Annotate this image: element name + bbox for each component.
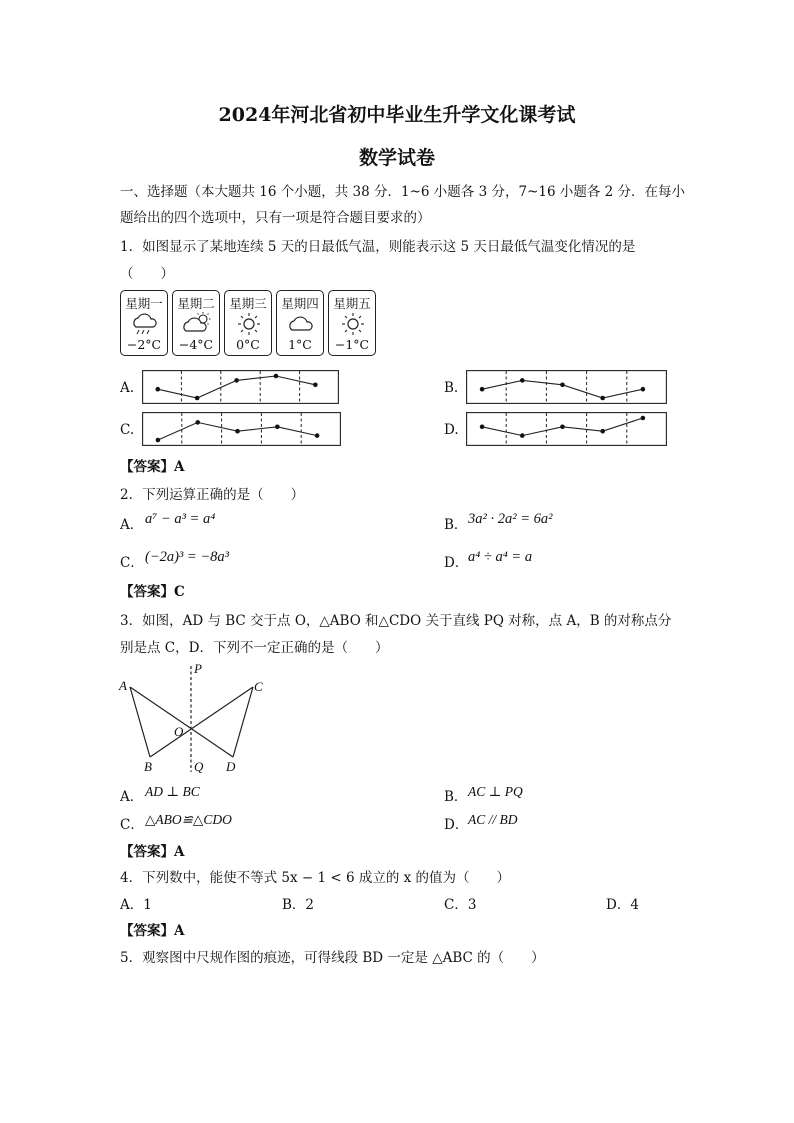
day-card-thu — [276, 290, 324, 356]
day-card-mon — [120, 290, 168, 356]
q4-option-a: A．1 — [120, 897, 152, 913]
chart-frame — [467, 413, 667, 446]
chart-point — [600, 429, 605, 434]
q1-answer: 【答案】A — [120, 459, 185, 475]
segment-CD — [233, 687, 253, 757]
segment-AD — [130, 687, 233, 757]
q2-option-b-label: B． — [444, 517, 468, 533]
q3-option-c: △ABO≌△CDO — [145, 812, 232, 827]
chart-point — [313, 383, 318, 388]
label-C: C — [254, 679, 263, 694]
sun-icon — [338, 311, 368, 337]
chart-point — [480, 387, 485, 392]
chart-point — [520, 378, 525, 383]
chart-point — [480, 425, 485, 430]
day-name: 星期二 — [177, 296, 215, 311]
day-temp: −1°C — [334, 337, 370, 352]
label-O: O — [174, 724, 184, 739]
sun-cloud-icon — [182, 311, 212, 337]
q1-paren: （ ） — [120, 266, 174, 282]
day-name: 星期三 — [229, 296, 267, 311]
chart-point — [195, 420, 200, 425]
q3-stem-line2: 别是点 C，D．下列不一定正确的是（ ） — [120, 640, 389, 656]
chart-point — [600, 396, 605, 401]
q2-option-c: (−2a)³ = −8a³ — [145, 549, 229, 565]
chart-point — [641, 416, 646, 421]
q4-stem: 4．下列数中，能使不等式 5x − 1 < 6 成立的 x 的值为（ ） — [120, 870, 511, 886]
page-title: 2024年河北省初中毕业生升学文化课考试 — [218, 104, 576, 126]
segment-CB — [150, 687, 253, 757]
q1-option-c-chart — [142, 412, 341, 446]
chart-point — [155, 387, 160, 392]
section-intro-line2: 题给出的四个选项中，只有一项是符合题目要求的） — [120, 210, 431, 226]
q4-option-b: B．2 — [282, 897, 315, 913]
day-card-fri — [328, 290, 376, 356]
label-P: P — [194, 661, 202, 676]
q1-option-d-label: D. — [444, 422, 459, 438]
day-card-tue — [172, 290, 220, 356]
chart-point — [156, 438, 161, 443]
chart-point — [235, 429, 240, 434]
chart-frame — [143, 413, 341, 446]
q1-option-b-chart — [466, 370, 667, 404]
chart-point — [234, 378, 239, 383]
chart-point — [560, 425, 565, 430]
day-name: 星期四 — [281, 296, 319, 311]
q1-option-d-chart — [466, 412, 667, 446]
label-B: B — [144, 759, 152, 774]
q3-option-a-label: A． — [120, 789, 144, 805]
q3-option-a: AD ⊥ BC — [145, 784, 200, 799]
q4-answer: 【答案】A — [120, 923, 185, 939]
q5-stem: 5．观察图中尺规作图的痕迹，可得线段 BD 一定是 △ABC 的（ ） — [120, 950, 545, 966]
q2-option-d-label: D． — [444, 555, 469, 571]
day-temp: 1°C — [288, 337, 312, 352]
rain-cloud-icon — [130, 311, 160, 337]
q1-stem: 1．如图显示了某地连续 5 天的日最低气温，则能表示这 5 天日最低气温变化情况的是 — [120, 239, 636, 255]
q1-option-c-label: C. — [120, 422, 135, 438]
label-D: D — [226, 759, 236, 774]
q3-option-d-label: D． — [444, 817, 469, 833]
day-name: 星期一 — [125, 296, 163, 311]
cloud-icon — [286, 311, 316, 337]
q2-answer: 【答案】C — [120, 584, 185, 600]
day-temp: 0°C — [236, 337, 260, 352]
q1-option-a-chart — [142, 370, 339, 404]
q3-option-b-label: B． — [444, 789, 468, 805]
day-card-wed — [224, 290, 272, 356]
sun-icon — [234, 311, 264, 337]
q2-option-a-label: A． — [120, 517, 144, 533]
q2-option-b: 3a² · 2a² = 6a² — [468, 511, 553, 527]
q3-option-b: AC ⊥ PQ — [468, 784, 523, 799]
q2-option-a: a⁷ − a³ = a⁴ — [145, 511, 216, 527]
q3-option-c-label: C． — [120, 817, 144, 833]
label-A: A — [119, 678, 127, 693]
chart-point — [315, 433, 320, 438]
segment-AB — [130, 687, 150, 757]
day-temp: −4°C — [178, 337, 214, 352]
q4-option-d: D．4 — [606, 897, 639, 913]
day-temp: −2°C — [126, 337, 162, 352]
q1-option-b-label: B. — [444, 380, 459, 396]
q2-option-c-label: C． — [120, 555, 144, 571]
page-subtitle: 数学试卷 — [358, 147, 435, 169]
q2-option-d: a⁴ ÷ a⁴ = a — [468, 549, 533, 565]
q4-option-c: C．3 — [444, 897, 477, 913]
chart-point — [195, 396, 200, 401]
chart-point — [520, 433, 525, 438]
chart-point — [641, 387, 646, 392]
label-Q: Q — [194, 759, 204, 774]
q3-stem-line1: 3．如图，AD 与 BC 交于点 O，△ABO 和△CDO 关于直线 PQ 对称，点 A，B 的对称点分 — [120, 613, 672, 629]
q2-stem: 2．下列运算正确的是（ ） — [120, 487, 305, 503]
chart-frame — [467, 371, 667, 404]
section-intro-line1: 一、选择题（本大题共 16 个小题，共 38 分．1~6 小题各 3 分，7~16 小题各 2 分．在每小 — [120, 184, 686, 200]
chart-frame — [143, 371, 339, 404]
day-name: 星期五 — [333, 296, 371, 311]
q3-answer: 【答案】A — [120, 844, 185, 860]
q1-option-a-label: A. — [120, 380, 135, 396]
q3-figure — [115, 660, 275, 778]
q3-option-d: AC // BD — [468, 812, 518, 827]
chart-point — [274, 374, 279, 379]
chart-point — [560, 383, 565, 388]
chart-point — [275, 425, 280, 430]
